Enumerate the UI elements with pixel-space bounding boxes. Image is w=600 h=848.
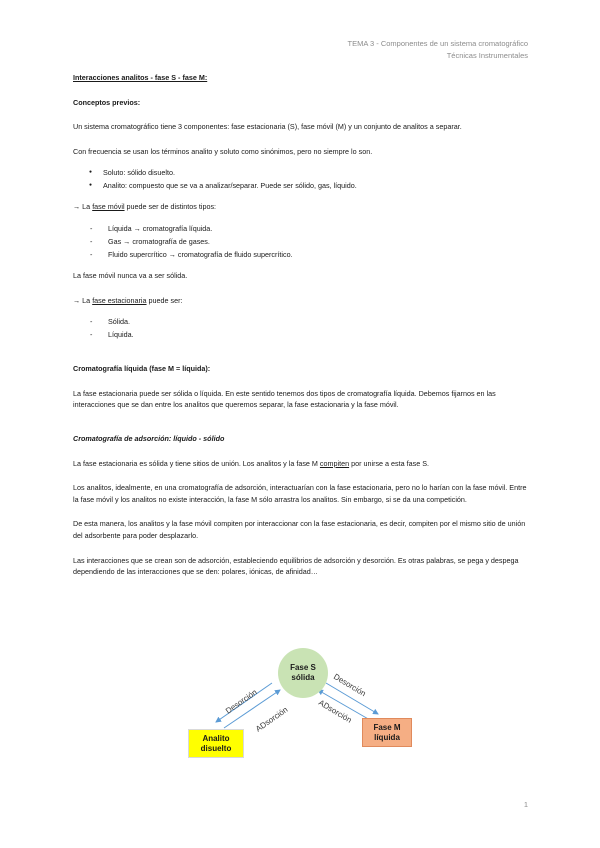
node-label: disuelto	[200, 743, 232, 753]
list-item	[90, 166, 528, 179]
mobile-phase-term: fase móvil	[92, 202, 125, 212]
stationary-phase-suffix: puede ser:	[146, 295, 183, 305]
stationary-types-list	[73, 315, 528, 341]
adsorption-heading: Cromatografía de adsorción: líquido - sólido	[73, 433, 225, 443]
stationary-phase-node	[278, 648, 328, 698]
node-label: Fase S	[290, 663, 316, 672]
label-left-desorption: Desorción	[223, 687, 259, 716]
def-text: sólido disuelto.	[125, 168, 175, 178]
page-header	[348, 38, 529, 62]
text-run: por unirse a esta fase S.	[349, 458, 429, 468]
mobile-phase-suffix: puede ser de distintos tipos:	[124, 202, 217, 212]
list-item: - Sólida.	[90, 315, 528, 328]
node-label: Analito	[202, 733, 230, 743]
list-item: - Líquida.	[90, 328, 528, 341]
arrow-prefix: → La	[73, 202, 93, 212]
definitions-list	[73, 166, 528, 192]
label-right-adsorption: ADsorción	[316, 697, 354, 725]
list-item: - Líquida → cromatografía líquida.	[90, 222, 528, 235]
analyte-node	[188, 729, 244, 758]
page-number: 1	[523, 800, 528, 809]
adsorption-paragraph-2: Los analitos, idealmente, en una cromatografía de adsorción, interactuarían con la fase estacionaria, pero no lo harían con la fase móvil. Entre la fase móvil y los analitos no existe interacción, la fase M sólo arrastra los analitos. Sin embargo, si se da una competición.	[73, 483, 527, 504]
document-body	[73, 72, 528, 578]
adsorption-paragraph-4: Las interacciones que se crean son de adsorción, estableciendo equilibrios de adsorción y desorción. Es otras palabras, se pega y despega dependiendo de las interacciones que se den: polares, iónicas, de afinidad…	[73, 555, 519, 577]
def-term: Analito:	[103, 181, 127, 191]
adsorption-diagram	[178, 640, 438, 760]
mobile-phase-intro	[73, 201, 528, 213]
paragraph-components: Un sistema cromatográfico tiene 3 componentes: fase estacionaria (S), fase móvil (M) y un conjunto de analitos a separar.	[73, 122, 462, 132]
section-title: Interacciones analitos - fase S - fase M:	[73, 73, 208, 82]
node-label: Fase M	[373, 722, 401, 732]
prev-heading: Conceptos previos:	[73, 97, 141, 107]
adsorption-paragraph-3: De esta manera, los analitos y la fase móvil compiten por interaccionar con la fase estacionaria, es decir, compiten por el mismo sitio de unión del adsorbente para poder desplazarlo.	[73, 519, 526, 540]
arrow-prefix: → La	[73, 295, 93, 305]
mobile-phase-node	[362, 718, 412, 747]
lc-heading: Cromatografía líquida (fase M = líquida):	[73, 364, 211, 374]
lc-paragraph: La fase estacionaria puede ser sólida o líquida. En este sentido tenemos dos tipos de cromatografía líquida. Debemos fijarnos en las interacciones que se dan entre los analitos que queremos separar, la fase estacionaria y la fase móvil.	[73, 388, 496, 410]
list-item: - Gas → cromatografía de gases.	[90, 235, 528, 248]
def-term: Soluto:	[103, 168, 126, 178]
text-run: La fase estacionaria es sólida y tiene sitios de unión. Los analitos y la fase M	[73, 458, 320, 468]
mobile-phase-note: La fase móvil nunca va a ser sólida.	[73, 270, 188, 280]
def-text: compuesto que se va a analizar/separar. Puede ser sólido, gas, líquido.	[126, 181, 357, 191]
stationary-phase-term: fase estacionaria	[92, 295, 147, 305]
stationary-phase-intro	[73, 295, 528, 307]
header-subtitle: Técnicas Instrumentales	[446, 51, 528, 60]
label-left-adsorption: ADsorción	[253, 705, 290, 734]
compiten-term: compiten	[319, 458, 350, 468]
node-label: sólida	[291, 673, 315, 682]
node-label: líquida	[374, 732, 400, 742]
paragraph-synonyms: Con frecuencia se usan los términos analito y soluto como sinónimos, pero no siempre lo son.	[73, 146, 373, 156]
mobile-types-list	[73, 222, 528, 261]
list-item: - Fluido supercrítico → cromatografía de fluido supercrítico.	[90, 248, 528, 261]
adsorption-paragraph-1	[73, 458, 528, 470]
list-item	[90, 179, 528, 192]
label-right-desorption: Desorción	[331, 671, 368, 699]
header-title: TEMA 3 - Componentes de un sistema cromatográfico	[347, 39, 528, 48]
